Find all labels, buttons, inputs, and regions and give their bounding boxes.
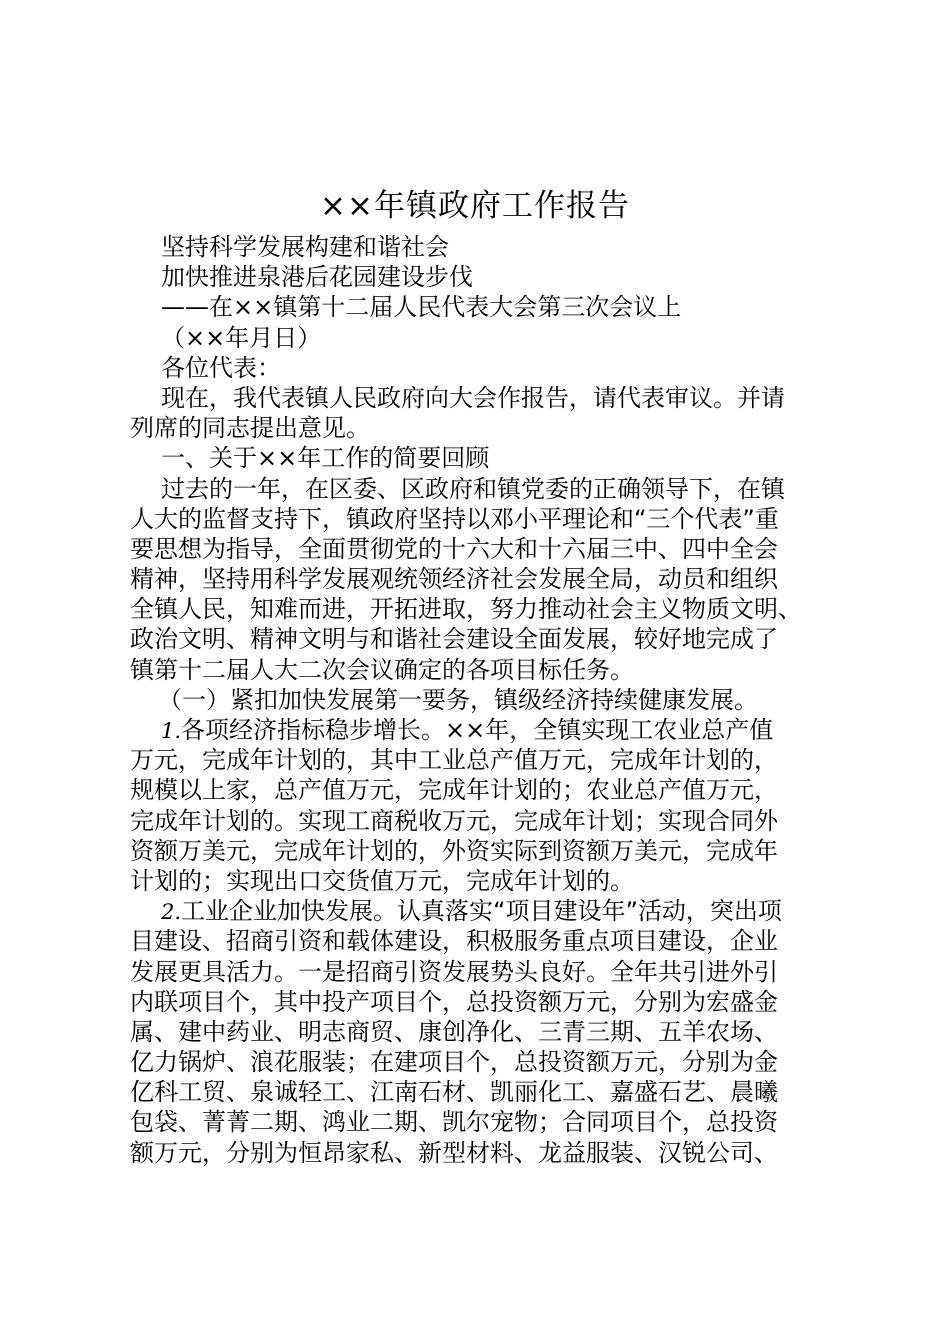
item-2-number: 2. — [161, 900, 182, 925]
salutation: 各位代表： — [161, 353, 281, 382]
item-2-line-8: 包袋、菁菁二期、鸿业二期、凯尔宠物；合同项目个，总投资 — [130, 1108, 778, 1137]
item-2-line-9: 额万元，分别为恒昂家私、新型材料、龙益服装、汉锐公司、 — [130, 1138, 778, 1167]
item-1-line-6: 计划的；实现出口交货值万元，完成年计划的。 — [130, 866, 634, 895]
section-1-line-6: 政治文明、精神文明与和谐社会建设全面发展，较好地完成了 — [130, 625, 778, 654]
item-2-text: 工业企业加快发展。认真落实“项目建设年”活动，突出项 — [181, 897, 782, 926]
subsection-1-heading: （一）紧扣加快发展第一要务，镇级经济持续健康发展。 — [158, 685, 758, 714]
item-1-line-1 — [130, 715, 830, 745]
item-2-line-1 — [130, 896, 830, 926]
item-1-line-3: 规模以上家，总产值万元，完成年计划的；农业总产值万元， — [130, 776, 778, 805]
intro-line-1: 现在，我代表镇人民政府向大会作报告，请代表审议。并请 — [161, 383, 785, 412]
item-1-number: 1. — [161, 719, 182, 743]
section-1-line-2: 人大的监督支持下，镇政府坚持以邓小平理论和“三个代表”重 — [130, 504, 779, 533]
section-1-heading: 一、关于××年工作的简要回顾 — [161, 444, 490, 473]
subtitle-line-3: ——在××镇第十二届人民代表大会第三次会议上 — [161, 293, 682, 322]
item-1-text: 各项经济指标稳步增长。××年，全镇实现工农业总产值 — [181, 716, 774, 744]
section-1-line-5: 全镇人民，知难而进，开拓进取，努力推动社会主义物质文明、 — [130, 595, 802, 624]
item-2-line-6: 亿力锅炉、浪花服装；在建项目个，总投资额万元，分别为金 — [130, 1048, 778, 1077]
item-1-line-4: 完成年计划的。实现工商税收万元，完成年计划；实现合同外 — [130, 806, 778, 835]
subtitle-line-2: 加快推进泉港后花园建设步伐 — [161, 263, 473, 292]
item-2-line-2: 目建设、招商引资和载体建设，积极服务重点项目建设，企业 — [130, 927, 778, 956]
item-2-line-3: 发展更具活力。一是招商引资发展势头良好。全年共引进外引 — [130, 957, 778, 986]
item-2-line-7: 亿科工贸、泉诚轻工、江南石材、凯丽化工、嘉盛石艺、晨曦 — [130, 1078, 778, 1107]
item-1-line-5: 资额万美元，完成年计划的，外资实际到资额万美元，完成年 — [130, 836, 778, 865]
document-body — [130, 232, 830, 1168]
section-1-line-7: 镇第十二届人大二次会议确定的各项目标任务。 — [130, 655, 634, 684]
intro-line-2: 列席的同志提出意见。 — [130, 414, 370, 443]
item-2-line-4: 内联项目个，其中投产项目个，总投资额万元，分别为宏盛金 — [130, 987, 778, 1016]
subtitle-line-1: 坚持科学发展构建和谐社会 — [161, 233, 449, 261]
item-1-line-2: 万元，完成年计划的，其中工业总产值万元，完成年计划的， — [130, 746, 778, 775]
section-1-line-3: 要思想为指导，全面贯彻党的十六大和十六届三中、四中全会 — [130, 534, 778, 563]
date-line: （××年月日） — [161, 323, 322, 352]
document-title: ××年镇政府工作报告 — [320, 188, 630, 224]
section-1-line-1: 过去的一年，在区委、区政府和镇党委的正确领导下，在镇 — [161, 474, 785, 503]
section-1-line-4: 精神，坚持用科学发展观统领经济社会发展全局，动员和组织 — [130, 565, 778, 594]
item-2-line-5: 属、建中药业、明志商贸、康创净化、三青三期、五羊农场、 — [130, 1017, 778, 1046]
